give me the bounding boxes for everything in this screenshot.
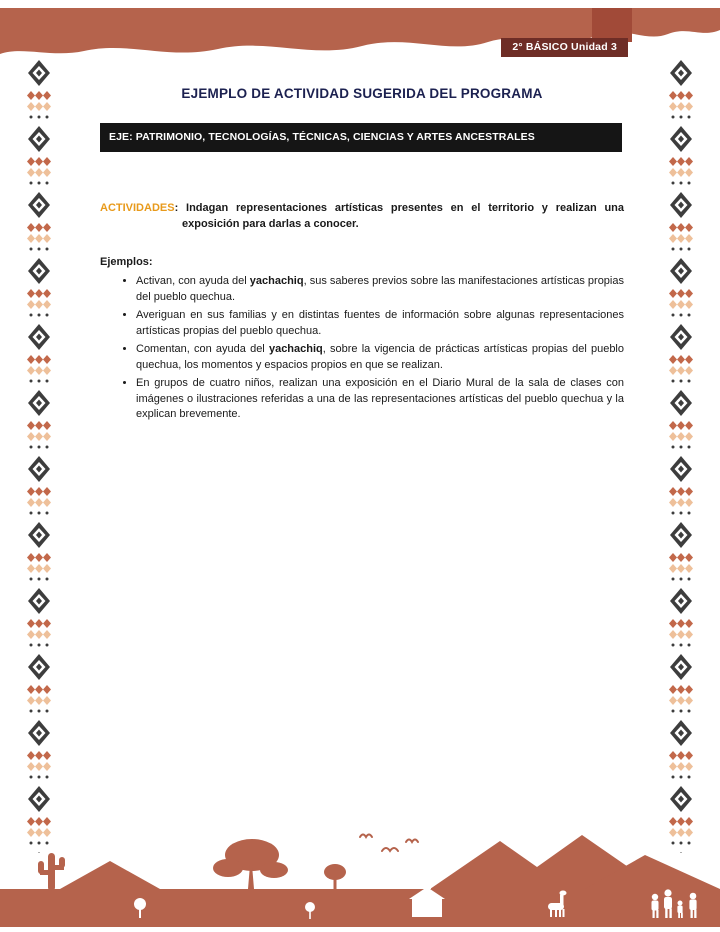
quechua-term: yachachiq xyxy=(268,343,323,355)
left-border-pattern xyxy=(26,58,52,853)
example-item xyxy=(136,308,624,339)
cactus-silhouette xyxy=(38,853,65,891)
birds-icon xyxy=(360,835,418,852)
example-item xyxy=(136,274,624,305)
eje-banner xyxy=(100,123,622,152)
example-text: Averiguan en sus familias y en distintas fuentes de información sobre algunas representaciones artísticas propias del pueblo quechua. xyxy=(136,309,624,337)
examples-list xyxy=(100,274,624,426)
example-item xyxy=(136,342,624,373)
small-tree-silhouette xyxy=(324,864,346,890)
quechua-term: yachachiq xyxy=(249,275,304,287)
example-text: , sobre la vigencia de prácticas artísticas propias del pueblo quechua, los momentos y espacios propios en que se realizan. xyxy=(136,343,624,371)
left-border-pattern-graphic xyxy=(26,58,52,853)
footer-band xyxy=(0,889,720,927)
example-text: Activan, con ayuda del xyxy=(136,275,250,287)
activities-description: Indagan representaciones artísticas presentes en el territorio y realizan una exposición para darlas a conocer. xyxy=(182,202,624,230)
example-item xyxy=(136,376,624,423)
example-text: Comentan, con ayuda del xyxy=(136,343,269,355)
example-text: , sus saberes previos sobre las manifestaciones artísticas propias del pueblo quechua. xyxy=(136,275,624,303)
activities-paragraph xyxy=(100,201,624,232)
header-tab xyxy=(592,8,632,42)
mountains-silhouette xyxy=(60,835,720,889)
unit-badge: 2° BÁSICO Unidad 3 xyxy=(501,38,628,57)
example-text: En grupos de cuatro niños, realizan una exposición en el Diario Mural de la sala de clases con imágenes o ilustraciones referidas a una de las representaciones artísticas del pueblo quechua y la explican brevemente. xyxy=(136,377,624,420)
examples-label: Ejemplos: xyxy=(100,256,153,268)
page-title: EJEMPLO DE ACTIVIDAD SUGERIDA DEL PROGRAMA xyxy=(181,86,543,101)
right-border-pattern xyxy=(668,58,694,853)
activities-colon: : xyxy=(174,202,179,214)
big-tree-silhouette xyxy=(213,839,288,889)
activities-label: ACTIVIDADES xyxy=(100,202,175,214)
footer-landscape xyxy=(0,827,720,927)
right-border-pattern-graphic xyxy=(668,58,694,853)
eje-banner-text: EJE: PATRIMONIO, TECNOLOGÍAS, TÉCNICAS, CIENCIAS Y ARTES ANCESTRALES xyxy=(109,131,535,143)
